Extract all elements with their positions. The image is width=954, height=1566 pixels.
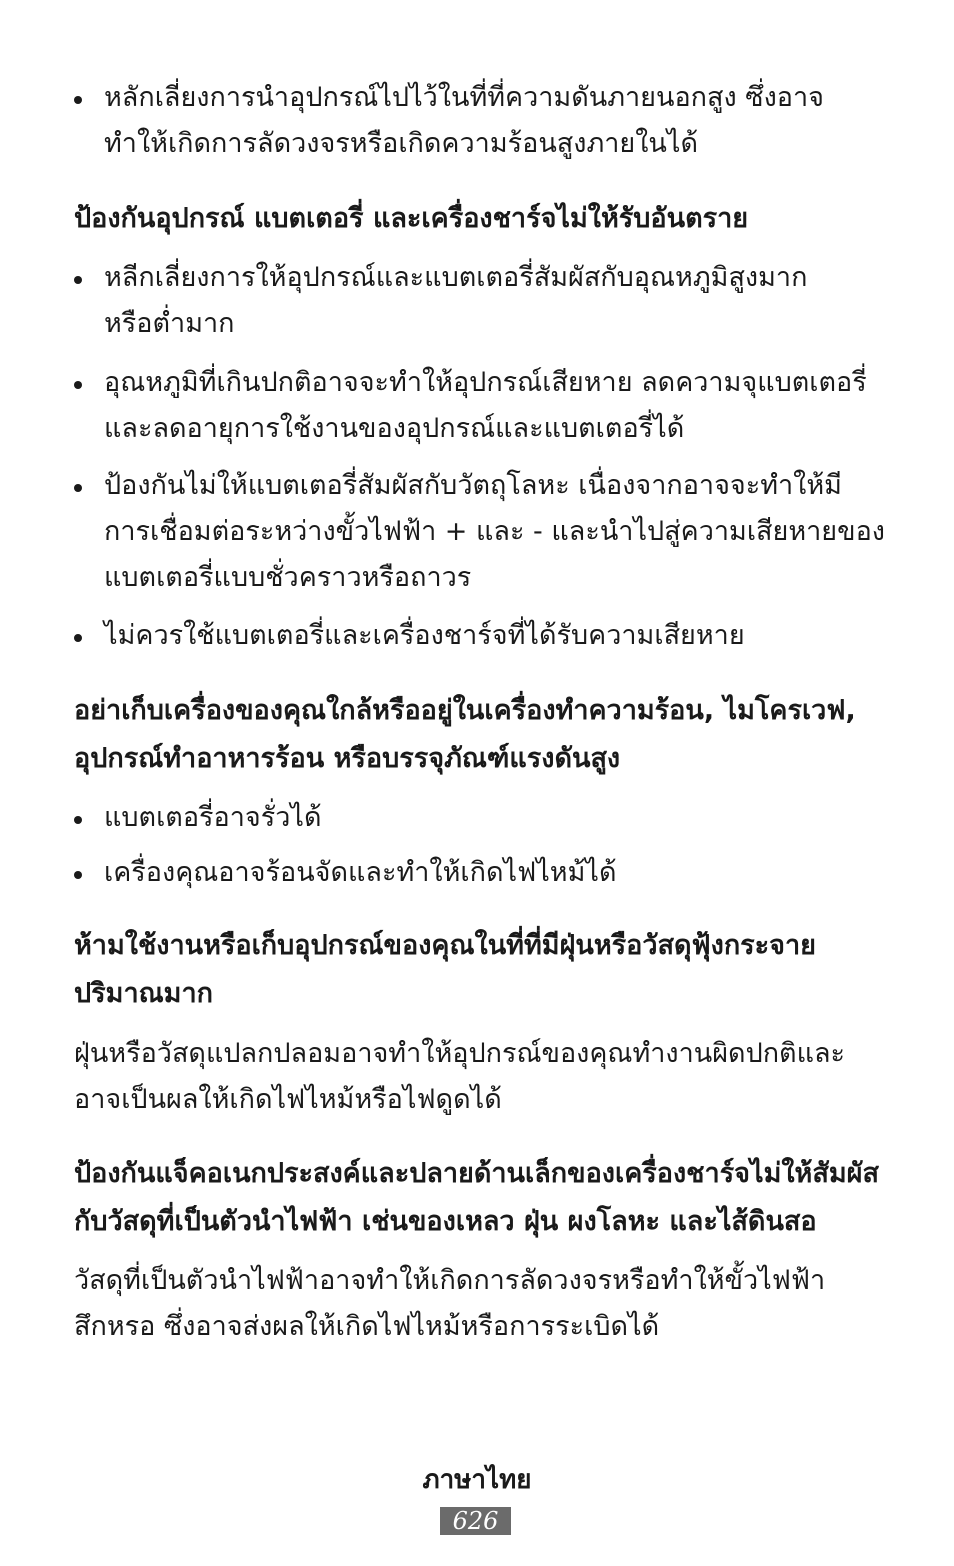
section-body: ฝุ่นหรือวัสดุแปลกปลอมอาจทำให้อุปกรณ์ของคุณทำงานผิดปกติและ อาจเป็นผลให้เกิดไฟไหม้หรือไฟดูดได้ [74,1038,846,1115]
bullet-dot [74,276,82,284]
footer-language-label: ภาษาไทย [422,1465,532,1495]
bullet-dot [74,96,82,104]
bullet-text: แบตเตอรี่อาจรั่วได้ [104,802,322,833]
bullet-text: ไม่ควรใช้แบตเตอรี่และเครื่องชาร์จที่ได้รับความเสียหาย [104,620,745,651]
section-heading: ห้ามใช้งานหรือเก็บอุปกรณ์ของคุณในที่ที่มีฝุ่นหรือวัสดุฟุ้งกระจาย ปริมาณมาก [74,930,816,1009]
bullet-text: ป้องกันไม่ให้แบตเตอรี่สัมผัสกับวัตถุโลหะ เนื่องจากอาจจะทำให้มี การเชื่อมต่อระหว่างขั้วไฟฟ้า + และ - และนำไปสู่ความเสียหายของ แบตเตอรี่แบบชั่วคราวหรือถาวร [104,470,885,593]
section-heading: ป้องกันแจ็คอเนกประสงค์และปลายด้านเล็กของเครื่องชาร์จไม่ให้สัมผัส กับวัสดุที่เป็นตัวนำไฟฟ้า เช่นของเหลว ฝุ่น ผงโลหะ และไส้ดินสอ [74,1158,879,1237]
bullet-dot [74,634,82,642]
bullet-dot [74,484,82,492]
section-heading: อย่าเก็บเครื่องของคุณใกล้หรืออยู่ในเครื่องทำความร้อน, ไมโครเวฟ, อุปกรณ์ทำอาหารร้อน หรือบรรจุภัณฑ์แรงดันสูง [74,695,856,774]
section-body: วัสดุที่เป็นตัวนำไฟฟ้าอาจทำให้เกิดการลัดวงจรหรือทำให้ขั้วไฟฟ้า สึกหรอ ซึ่งอาจส่งผลให้เกิดไฟไหม้หรือการระเบิดได้ [74,1265,826,1342]
bullet-dot [74,871,82,879]
bullet-text: เครื่องคุณอาจร้อนจัดและทำให้เกิดไฟไหม้ได้ [104,857,617,888]
section-heading: ป้องกันอุปกรณ์ แบตเตอรี่ และเครื่องชาร์จไม่ให้รับอันตราย [74,203,749,234]
bullet-text: อุณหภูมิที่เกินปกติอาจจะทำให้อุปกรณ์เสียหาย ลดความจุแบตเตอรี่ และลดอายุการใช้งานของอุปกรณ์และแบตเตอรี่ได้ [104,367,867,444]
bullet-dot [74,816,82,824]
bullet-text: หลักเลี่ยงการนำอุปกรณ์ไปไว้ในที่ที่ความดันภายนอกสูง ซึ่งอาจ ทำให้เกิดการลัดวงจรหรือเกิดความร้อนสูงภายในได้ [104,82,824,159]
bullet-text: หลีกเลี่ยงการให้อุปกรณ์และแบตเตอรี่สัมผัสกับอุณหภูมิสูงมาก หรือต่ำมาก [104,262,808,339]
bullet-dot [74,381,82,389]
page-number-badge: 626 [440,1507,511,1535]
